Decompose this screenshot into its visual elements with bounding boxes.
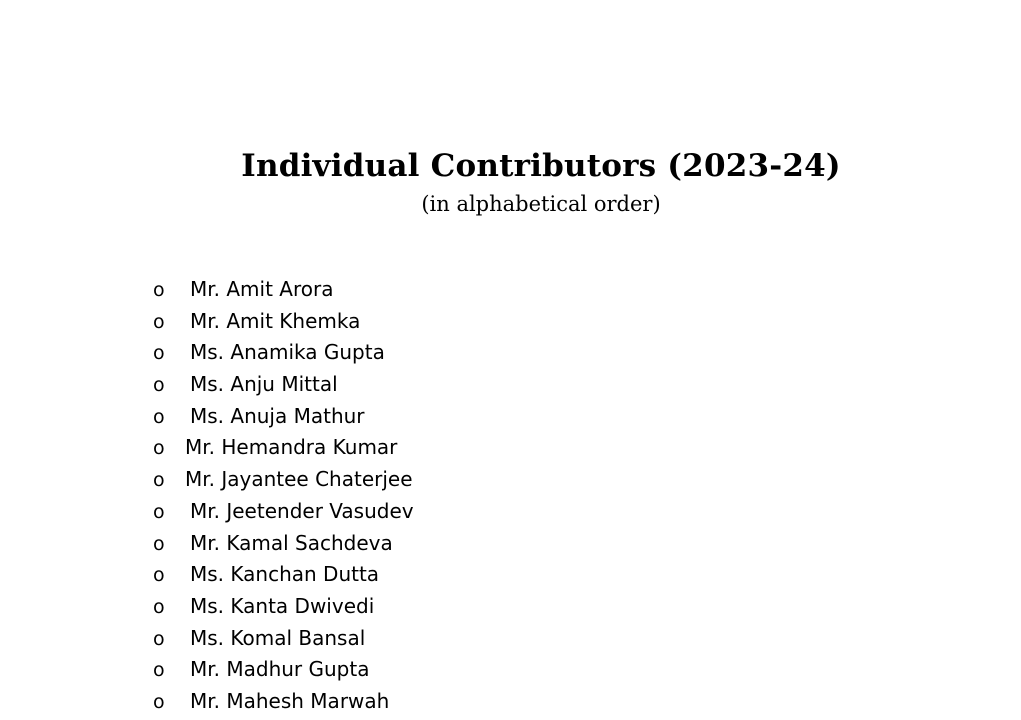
contributor-name: Mr. Jayantee Chaterjee [185,467,413,492]
contributor-name: Mr. Kamal Sachdeva [190,530,393,555]
bullet-marker: o [153,469,165,492]
list-item [153,370,414,402]
bullet-marker: o [153,564,165,587]
list-item [153,338,414,370]
contributor-name: Mr. Amit Arora [190,277,334,301]
list-item [153,307,414,339]
contributor-name: Mr. Madhur Gupta [190,657,370,682]
contributor-name: Mr. Jeetender Vasudev [190,498,414,523]
bullet-marker: o [153,500,165,523]
list-item [153,465,414,497]
bullet-marker: o [153,659,165,682]
page-subtitle: (in alphabetical order) [421,192,661,216]
list-item [153,497,414,529]
contributor-list [153,275,414,719]
bullet-marker: o [153,437,165,460]
contributor-name: Mr. Amit Khemka [190,308,361,333]
contributor-name: Mr. Hemandra Kumar [185,435,398,460]
bullet-marker: o [153,310,165,333]
list-item [153,687,414,719]
page-title: Individual Contributors (2023-24) [241,148,841,184]
list-item [153,560,414,592]
list-item [153,275,414,307]
bullet-marker: o [153,532,165,555]
contributor-name: Mr. Mahesh Marwah [190,688,390,713]
contributor-name: Ms. Anamika Gupta [190,340,385,365]
list-item [153,402,414,434]
bullet-marker: o [153,627,165,650]
contributor-name: Ms. Anju Mittal [190,372,338,397]
contributor-name: Ms. Kanchan Dutta [190,562,380,587]
bullet-marker: o [153,405,165,428]
bullet-marker: o [153,279,165,301]
bullet-marker: o [153,374,165,397]
bullet-marker: o [153,690,165,713]
contributor-name: Ms. Anuja Mathur [190,403,365,428]
list-item [153,529,414,561]
list-item [153,592,414,624]
list-item [153,624,414,656]
contributor-name: Ms. Kanta Dwivedi [190,593,375,618]
list-item [153,655,414,687]
bullet-marker: o [153,595,165,618]
bullet-marker: o [153,342,165,365]
list-item [153,433,414,465]
contributor-name: Ms. Komal Bansal [190,625,366,650]
